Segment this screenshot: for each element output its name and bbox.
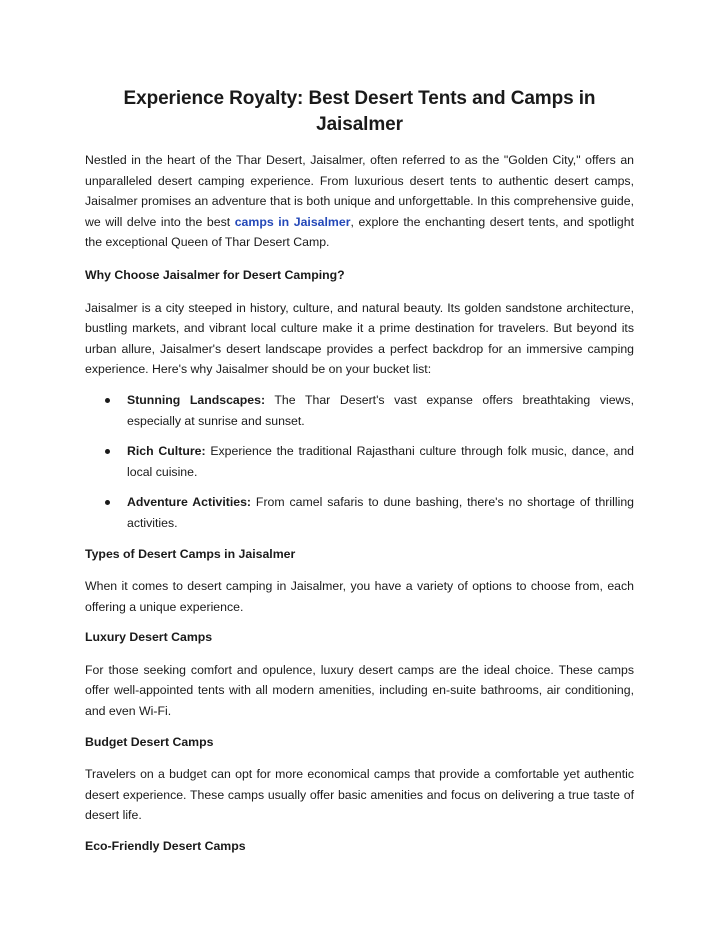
list-item — [85, 390, 634, 431]
eco-heading: Eco-Friendly Desert Camps — [85, 839, 246, 854]
bullet-dot-icon — [105, 398, 110, 403]
document-title: Experience Royalty: Best Desert Tents and Camps in Jaisalmer — [123, 88, 596, 135]
list-item — [85, 492, 634, 533]
bullet-term: Stunning Landscapes: — [127, 392, 266, 407]
intro-paragraph — [85, 150, 634, 253]
luxury-paragraph: For those seeking comfort and opulence, luxury desert camps are the ideal choice. These camps offer well-appointed tents with all modern amenities, including en-suite bathrooms, air conditioning, and even Wi-Fi. — [85, 662, 634, 719]
budget-heading: Budget Desert Camps — [85, 734, 214, 749]
bullet-text: Experience the traditional Rajasthani culture through folk music, dance, and local cuisine. — [127, 444, 635, 479]
intro-text-after-link: , explore the enchanting desert tents, and spotlight the exceptional Queen of Thar Desert Camp. — [85, 214, 634, 250]
bullet-text: From camel safaris to dune bashing, there's no shortage of thrilling activities. — [127, 495, 634, 530]
bullet-dot-icon — [105, 500, 110, 505]
types-heading: Types of Desert Camps in Jaisalmer — [85, 546, 296, 561]
why-choose-paragraph: Jaisalmer is a city steeped in history, culture, and natural beauty. Its golden sandstone architecture, bustling markets, and vibrant local culture make it a prime destination for travelers. But beyond its urban allure, Jaisalmer's desert landscape provides a perfect backdrop for an immersive camping experience. Here's why Jaisalmer should be on your bucket list: — [85, 300, 634, 377]
bullet-dot-icon — [105, 449, 110, 454]
reasons-list — [85, 390, 634, 534]
bullet-text: The Thar Desert's vast expanse offers breathtaking views, especially at sunrise and sunset. — [127, 392, 634, 428]
why-choose-heading: Why Choose Jaisalmer for Desert Camping? — [85, 267, 345, 282]
document-page — [85, 0, 634, 857]
types-paragraph: When it comes to desert camping in Jaisalmer, you have a variety of options to choose from, each offering a unique experience. — [85, 579, 634, 614]
camps-in-jaisalmer-link[interactable]: camps in Jaisalmer — [234, 214, 351, 229]
bullet-term: Adventure Activities: — [127, 495, 252, 510]
list-item — [85, 441, 634, 482]
luxury-heading: Luxury Desert Camps — [85, 630, 213, 645]
intro-text-before-link: Nestled in the heart of the Thar Desert, Jaisalmer, often referred to as the "Golden City," offers an unparalleled desert camping experience. From luxurious desert tents to authentic desert camps, Jaisalmer promises an adventure that is both unique and unforgettable. In this comprehensive guide, we will delve into the best — [85, 153, 634, 229]
bullet-term: Rich Culture: — [127, 444, 206, 459]
budget-paragraph: Travelers on a budget can opt for more economical camps that provide a comfortable yet authentic desert experience. These camps usually offer basic amenities and focus on delivering a true taste of desert life. — [85, 767, 634, 823]
